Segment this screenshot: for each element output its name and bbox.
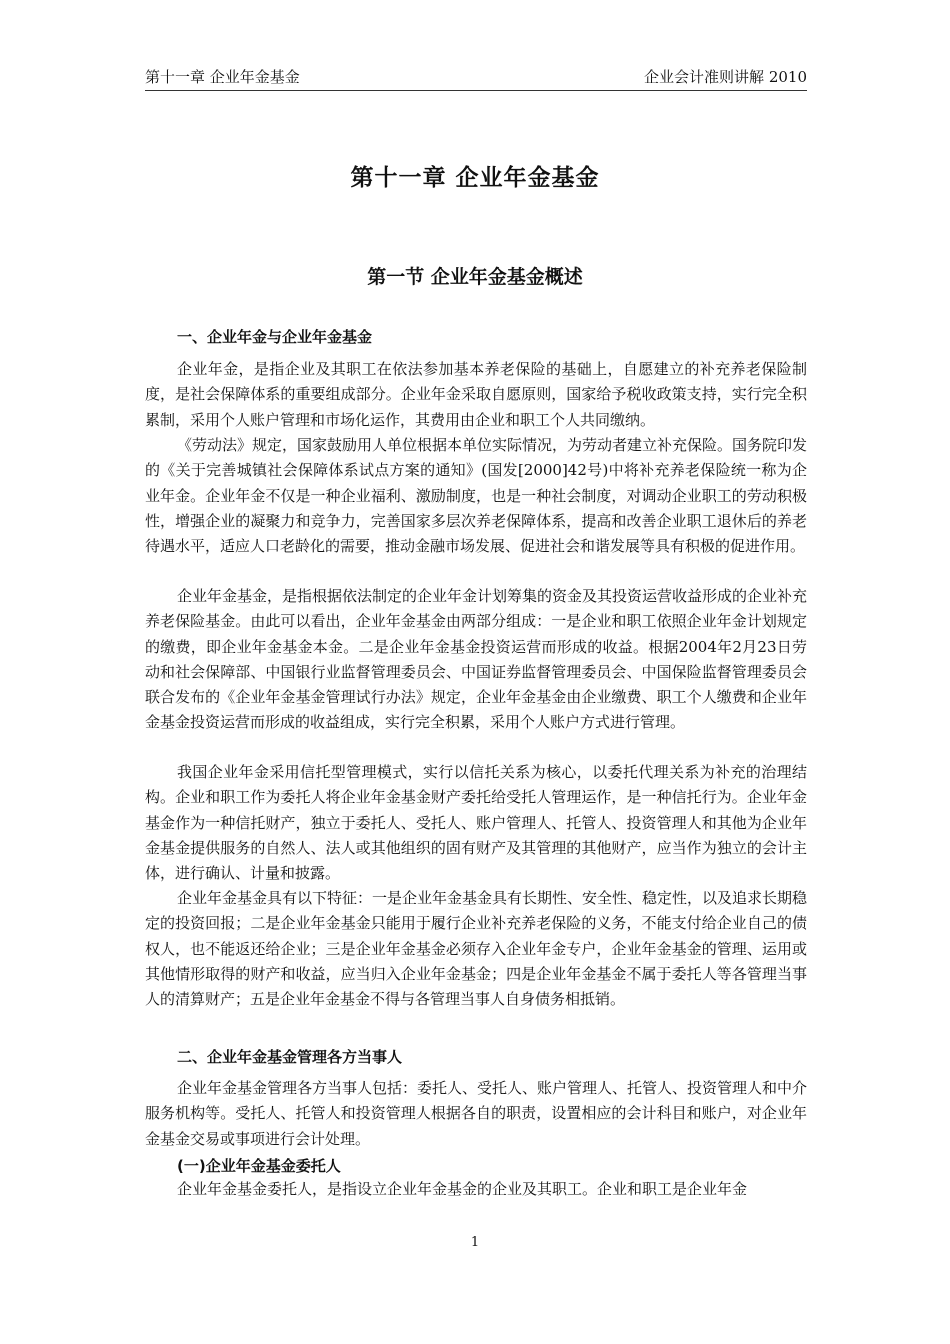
sub-subsection-heading: (一)企业年金基金委托人: [177, 1157, 341, 1175]
chapter-title: 第十一章 企业年金基金: [350, 164, 600, 191]
header-book-title: 企业会计准则讲解 2010: [644, 68, 807, 86]
paragraph: 企业年金，是指企业及其职工在依法参加基本养老保险的基础上，自愿建立的补充养老保险制度，是社会保障体系的重要组成部分。企业年金采取自愿原则，国家给予税收政策支持，实行完全积累制，采用个人账户管理和市场化运作，其费用由企业和职工个人共同缴纳。: [145, 360, 807, 429]
paragraph: 企业年金基金，是指根据依法制定的企业年金计划筹集的资金及其投资运营收益形成的企业补充养老保险基金。由此可以看出，企业年金基金由两部分组成：一是企业和职工依照企业年金计划规定的缴费，即企业年金基金本金。二是企业年金基金投资运营而形成的收益。根据2004年2月23日劳动和社会保障部、中国银行业监督管理委员会、中国证券监督管理委员会、中国保险监督管理委员会联合发布的《企业年金基金管理试行办法》规定，企业年金基金由企业缴费、职工个人缴费和企业年金基金投资运营而形成的收益组成，实行完全积累，采用个人账户方式进行管理。: [145, 587, 808, 732]
page-number: 1: [470, 1235, 480, 1250]
paragraph: 企业年金基金委托人，是指设立企业年金基金的企业及其职工。企业和职工是企业年金: [177, 1180, 748, 1198]
header-chapter: 第十一章 企业年金基金: [145, 68, 300, 86]
paragraph: 企业年金基金管理各方当事人包括：委托人、受托人、账户管理人、托管人、投资管理人和中介服务机构等。受托人、托管人和投资管理人根据各自的职责，设置相应的会计科目和账户，对企业年金基金交易或事项进行会计处理。: [145, 1079, 808, 1148]
paragraph: 企业年金基金具有以下特征：一是企业年金基金具有长期性、安全性、稳定性，以及追求长期稳定的投资回报；二是企业年金基金只能用于履行企业补充养老保险的义务，不能支付给企业自己的债权人，也不能返还给企业；三是企业年金基金必须存入企业年金专户，企业年金基金的管理、运用或其他情形取得的财产和收益，应当归入企业年金基金；四是企业年金基金不属于委托人等各管理当事人的清算财产；五是企业年金基金不得与各管理当事人自身债务相抵销。: [145, 889, 808, 1009]
subsection-heading: 二、企业年金基金管理各方当事人: [177, 1048, 403, 1066]
subsection-heading: 一、企业年金与企业年金基金: [177, 328, 373, 346]
paragraph: 我国企业年金采用信托型管理模式，实行以信托关系为核心，以委托代理关系为补充的治理结构。企业和职工作为委托人将企业年金基金财产委托给受托人管理运作，是一种信托行为。企业年金基金作为一种信托财产，独立于委托人、受托人、账户管理人、托管人、投资管理人和其他为企业年金基金提供服务的自然人、法人或其他组织的固有财产及其管理的其他财产，应当作为独立的会计主体，进行确认、计量和披露。: [145, 763, 807, 883]
section-title: 第一节 企业年金基金概述: [367, 266, 583, 288]
paragraph: 《劳动法》规定，国家鼓励用人单位根据本单位实际情况，为劳动者建立补充保险。国务院印发的《关于完善城镇社会保障体系试点方案的通知》(国发[2000]42号)中将补充养老保险统一称为企业年金。企业年金不仅是一种企业福利、激励制度，也是一种社会制度，对调动企业职工的劳动积极性，增强企业的凝聚力和竞争力，完善国家多层次养老保障体系，提高和改善企业职工退休后的养老待遇水平，适应人口老龄化的需要，推动金融市场发展、促进社会和谐发展等具有积极的促进作用。: [145, 436, 808, 556]
page-header: [145, 66, 807, 91]
